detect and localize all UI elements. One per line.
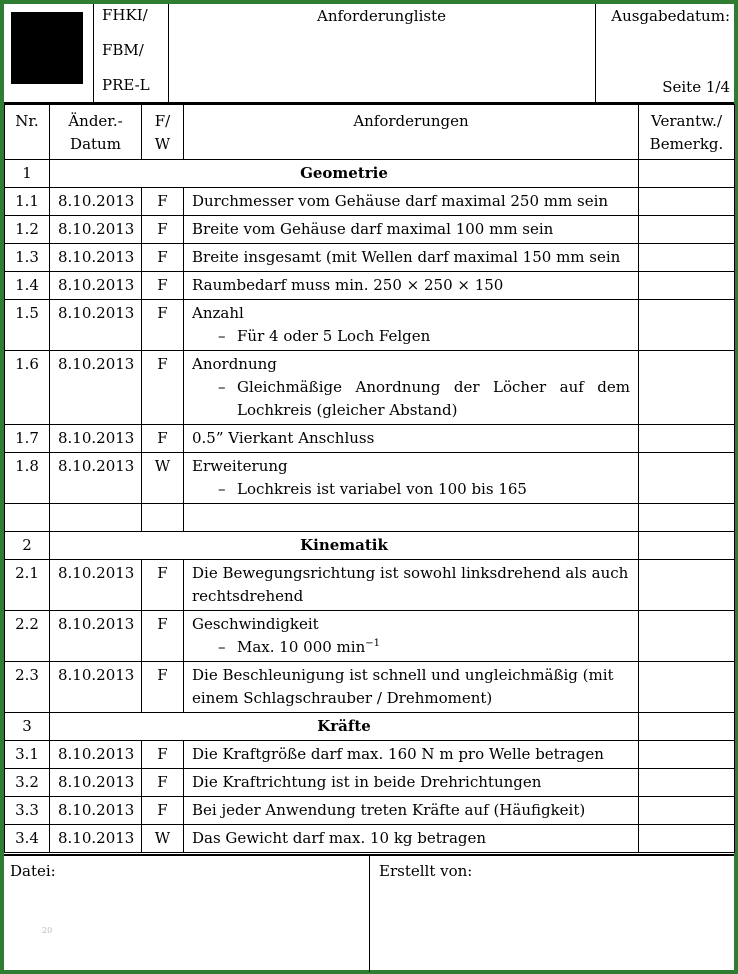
col-header-requirements: Anforderungen xyxy=(184,105,639,160)
table-row xyxy=(5,662,735,713)
responsible-cell xyxy=(639,769,735,797)
row-number: 2.1 xyxy=(5,560,50,611)
change-date: 8.10.2013 xyxy=(50,611,142,662)
header-divider xyxy=(93,4,94,102)
table-row xyxy=(5,741,735,769)
section-title: Kräfte xyxy=(50,713,639,741)
requirement-cell xyxy=(184,741,639,769)
responsible-cell xyxy=(639,560,735,611)
footer-divider xyxy=(369,856,370,972)
responsible-cell xyxy=(639,532,735,560)
table-row xyxy=(5,611,735,662)
col-header-fw: F/ W xyxy=(142,105,184,160)
row-number: 1.4 xyxy=(5,272,50,300)
section-number: 1 xyxy=(5,160,50,188)
fw-flag: F xyxy=(142,188,184,216)
requirement-text: Die Bewegungsrichtung ist sowohl linksdrehend als auch rechtsdrehend xyxy=(192,564,629,605)
org-line: PRE-L xyxy=(102,76,150,94)
change-date xyxy=(50,504,142,532)
table-header-row xyxy=(5,105,735,160)
responsible-cell xyxy=(639,300,735,351)
table-row xyxy=(5,188,735,216)
sheet-header xyxy=(4,4,734,104)
requirement-text: Breite insgesamt (mit Wellen darf maximal 150 mm sein xyxy=(192,248,621,266)
author-label: Erstellt von: xyxy=(379,862,473,880)
row-number: 1.7 xyxy=(5,425,50,453)
requirement-subitem: – Max. 10 000 $\min^{-1}$ xyxy=(218,638,380,656)
row-number: 1.1 xyxy=(5,188,50,216)
section-title: Kinematik xyxy=(50,532,639,560)
section-number: 2 xyxy=(5,532,50,560)
requirement-cell xyxy=(184,662,639,713)
row-number: 3.1 xyxy=(5,741,50,769)
responsible-cell xyxy=(639,662,735,713)
col-header-responsible: Verantw./ Bemerkg. xyxy=(639,105,735,160)
requirement-text: Durchmesser vom Gehäuse darf maximal 250 mm sein xyxy=(192,192,609,210)
responsible-cell xyxy=(639,160,735,188)
page-number: Seite 1/4 xyxy=(662,78,730,96)
requirement-text: Anordnung xyxy=(192,355,277,373)
fw-flag: F xyxy=(142,769,184,797)
requirement-cell xyxy=(184,272,639,300)
col-header-nr: Nr. xyxy=(5,105,50,160)
responsible-cell xyxy=(639,244,735,272)
table-row xyxy=(5,272,735,300)
responsible-cell xyxy=(639,188,735,216)
responsible-cell xyxy=(639,425,735,453)
table-row xyxy=(5,300,735,351)
change-date: 8.10.2013 xyxy=(50,272,142,300)
fw-flag: F xyxy=(142,741,184,769)
requirement-cell xyxy=(184,425,639,453)
responsible-cell xyxy=(639,825,735,853)
row-number: 2.2 xyxy=(5,611,50,662)
logo xyxy=(11,12,83,84)
requirement-cell xyxy=(184,244,639,272)
table-row xyxy=(5,560,735,611)
row-number: 1.8 xyxy=(5,453,50,504)
page-mark: 20 xyxy=(42,926,53,935)
requirement-text: Die Kraftgröße darf max. 160 N m pro Welle betragen xyxy=(192,745,604,763)
requirement-text: Die Beschleunigung ist schnell und ungleichmäßig (mit einem Schlagschrauber / Drehmoment) xyxy=(192,666,614,707)
change-date: 8.10.2013 xyxy=(50,797,142,825)
sheet-footer xyxy=(4,854,734,972)
table-row xyxy=(5,425,735,453)
responsible-cell xyxy=(639,453,735,504)
change-date: 8.10.2013 xyxy=(50,453,142,504)
fw-flag: F xyxy=(142,560,184,611)
responsible-cell xyxy=(639,797,735,825)
requirements-table xyxy=(4,104,735,853)
table-body xyxy=(5,160,735,853)
fw-flag: F xyxy=(142,797,184,825)
fw-flag: F xyxy=(142,611,184,662)
responsible-cell xyxy=(639,504,735,532)
row-number: 3.4 xyxy=(5,825,50,853)
section-number: 3 xyxy=(5,713,50,741)
requirement-cell xyxy=(184,797,639,825)
row-number: 1.6 xyxy=(5,351,50,425)
requirement-text: Die Kraftrichtung ist in beide Drehrichtungen xyxy=(192,773,542,791)
requirement-cell xyxy=(184,611,639,662)
table-row xyxy=(5,351,735,425)
header-divider xyxy=(595,4,596,102)
requirement-cell xyxy=(184,216,639,244)
responsible-cell xyxy=(639,713,735,741)
table-row xyxy=(5,769,735,797)
org-line: FBM/ xyxy=(102,41,144,59)
section-row xyxy=(5,160,735,188)
responsible-cell xyxy=(639,272,735,300)
change-date: 8.10.2013 xyxy=(50,560,142,611)
table-row xyxy=(5,504,735,532)
requirement-cell xyxy=(184,825,639,853)
table-row xyxy=(5,216,735,244)
fw-flag: F xyxy=(142,244,184,272)
requirement-cell xyxy=(184,351,639,425)
requirement-text: Das Gewicht darf max. 10 kg betragen xyxy=(192,829,487,847)
requirement-cell xyxy=(184,560,639,611)
change-date: 8.10.2013 xyxy=(50,188,142,216)
change-date: 8.10.2013 xyxy=(50,351,142,425)
row-number: 1.5 xyxy=(5,300,50,351)
row-number: 1.2 xyxy=(5,216,50,244)
table-row xyxy=(5,797,735,825)
table-row xyxy=(5,244,735,272)
fw-flag: F xyxy=(142,272,184,300)
row-number: 1.3 xyxy=(5,244,50,272)
requirement-text: 0.5” Vierkant Anschluss xyxy=(192,429,375,447)
requirement-text: Erweiterung xyxy=(192,457,288,475)
change-date: 8.10.2013 xyxy=(50,662,142,713)
fw-flag: F xyxy=(142,662,184,713)
fw-flag: W xyxy=(142,453,184,504)
file-label: Datei: xyxy=(10,862,56,880)
change-date: 8.10.2013 xyxy=(50,300,142,351)
table-row xyxy=(5,453,735,504)
section-title: Geometrie xyxy=(50,160,639,188)
responsible-cell xyxy=(639,741,735,769)
requirement-text: Breite vom Gehäuse darf maximal 100 mm sein xyxy=(192,220,554,238)
requirement-cell xyxy=(184,504,639,532)
requirement-text: Bei jeder Anwendung treten Kräfte auf (Häufigkeit) xyxy=(192,801,586,819)
fw-flag: F xyxy=(142,216,184,244)
requirement-subitem: – Lochkreis ist variabel von 100 bis 165 xyxy=(218,480,527,498)
fw-flag: F xyxy=(142,300,184,351)
requirement-cell xyxy=(184,300,639,351)
fw-flag xyxy=(142,504,184,532)
requirement-subitem: – Für 4 oder 5 Loch Felgen xyxy=(218,327,431,345)
org-line: FHKI/ xyxy=(102,6,148,24)
row-number: 3.3 xyxy=(5,797,50,825)
requirement-text: Geschwindigkeit xyxy=(192,615,319,633)
requirement-subitem: – Gleichmäßige Anordnung der Löcher auf dem Lochkreis (gleicher Abstand) xyxy=(218,378,630,419)
section-row xyxy=(5,532,735,560)
change-date: 8.10.2013 xyxy=(50,244,142,272)
row-number: 3.2 xyxy=(5,769,50,797)
col-header-date: Änder.- Datum xyxy=(50,105,142,160)
requirement-text: Anzahl xyxy=(192,304,244,322)
document-title: Anforderungliste xyxy=(316,7,447,25)
responsible-cell xyxy=(639,611,735,662)
change-date: 8.10.2013 xyxy=(50,825,142,853)
requirement-text: Raumbedarf muss min. 250 × 250 × 150 xyxy=(192,276,504,294)
fw-flag: F xyxy=(142,425,184,453)
issue-date-label: Ausgabedatum: xyxy=(611,7,730,25)
row-number: 2.3 xyxy=(5,662,50,713)
table-row xyxy=(5,825,735,853)
requirement-cell xyxy=(184,188,639,216)
change-date: 8.10.2013 xyxy=(50,741,142,769)
fw-flag: F xyxy=(142,351,184,425)
org-lines xyxy=(102,0,150,103)
responsible-cell xyxy=(639,216,735,244)
requirement-cell xyxy=(184,453,639,504)
change-date: 8.10.2013 xyxy=(50,425,142,453)
change-date: 8.10.2013 xyxy=(50,769,142,797)
change-date: 8.10.2013 xyxy=(50,216,142,244)
responsible-cell xyxy=(639,351,735,425)
section-row xyxy=(5,713,735,741)
row-number xyxy=(5,504,50,532)
fw-flag: W xyxy=(142,825,184,853)
requirement-cell xyxy=(184,769,639,797)
